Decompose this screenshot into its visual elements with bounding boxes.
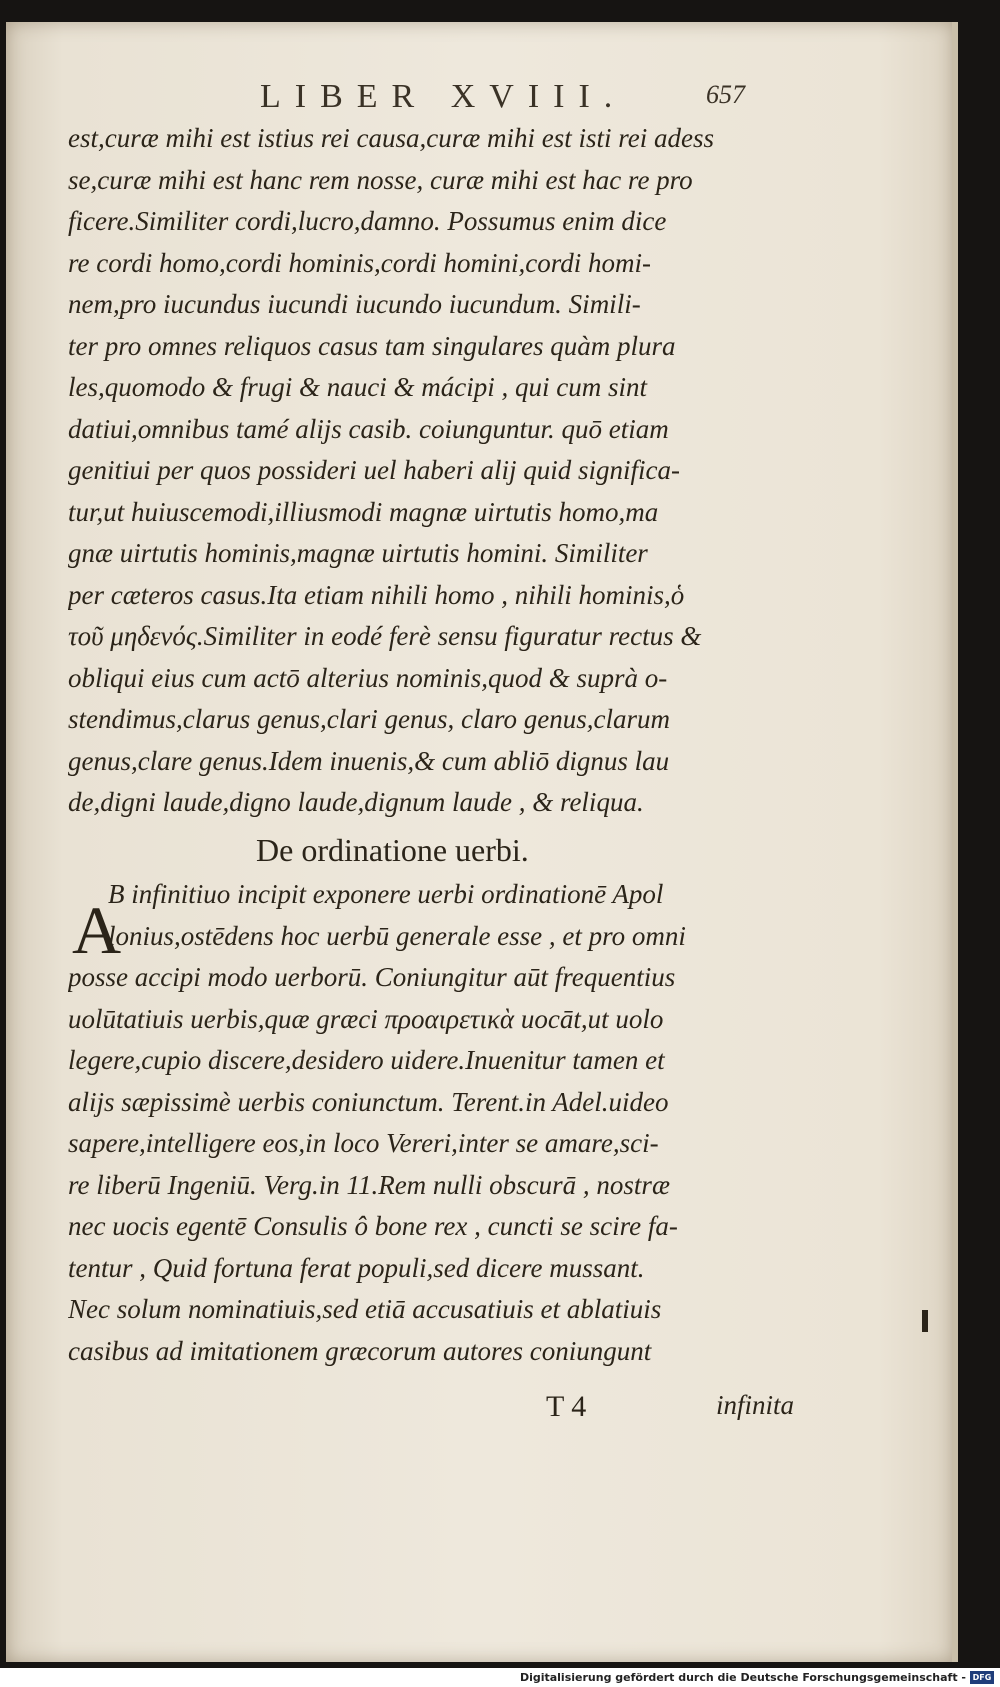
text-line: se,curæ mihi est hanc rem nosse, curæ mihi est hac re pro — [68, 164, 693, 195]
catchword: infinita — [716, 1390, 795, 1420]
running-head: LIBER XVIII. — [260, 78, 627, 115]
text-line: alijs sæpissimè uerbis coniunctum. Terent.in Adel.uideo — [68, 1086, 669, 1117]
text-line: nem,pro iucundus iucundi iucundo iucundum. Simili- — [68, 289, 641, 319]
body-text-block — [68, 118, 813, 824]
page-edge — [952, 22, 958, 1662]
text-line: genitiui per quos possideri uel haberi alij quid significa- — [68, 455, 680, 485]
text-line: tur,ut huiuscemodi,illiusmodi magnæ uirtutis homo,ma — [68, 496, 659, 527]
text-line: les,quomodo & frugi & nauci & mácipi , qui cum sint — [68, 372, 647, 402]
text-line: ficere.Similiter cordi,lucro,damno. Possumus enim dice — [68, 206, 667, 236]
text-line: datiui,omnibus tamé alijs casib. coiunguntur. quō etiam — [68, 413, 669, 444]
text-line: re cordi homo,cordi hominis,cordi homini,cordi homi- — [68, 247, 651, 278]
text-line: re liberū Ingeniū. Verg.in 11.Rem nulli obscurā , nostræ — [68, 1169, 670, 1200]
text-line: tentur , Quid fortuna ferat populi,sed dicere mussant. — [68, 1252, 645, 1283]
text-line: nec uocis egentē Consulis ô bone rex , cuncti se scire fa- — [68, 1211, 678, 1241]
text-line: Nec solum nominatiuis,sed etiā accusatiuis et ablatiuis — [68, 1294, 662, 1324]
text-line: per cæteros casus.Ita etiam nihili homo , nihili hominis,ὁ — [68, 579, 685, 610]
margin-mark — [922, 1310, 928, 1332]
signature-mark: T 4 — [546, 1390, 587, 1423]
text-line: B infinitiuo incipit exponere uerbi ordinationē Apol — [108, 879, 664, 909]
text-line: uolūtatiuis uerbis,quæ græci προαιρετικὰ uocāt,ut uolo — [68, 1003, 664, 1034]
text-line: obliqui eius cum actō alterius nominis,quod & suprà o- — [68, 662, 668, 693]
footer-credit: Digitalisierung gefördert durch die Deutsche Forschungsgemeinschaft - — [519, 1671, 966, 1684]
text-line: posse accipi modo uerborū. Coniungitur aūt frequentius — [68, 962, 676, 992]
section-text-block — [68, 874, 813, 1372]
text-line: ter pro omnes reliquos casus tam singulares quàm plura — [68, 330, 676, 361]
section-heading: De ordinatione uerbi. — [256, 832, 529, 868]
text-line: τοῦ μηδενός.Similiter in eodé ferè sensu figuratur rectus & — [68, 621, 702, 651]
text-line: genus,clare genus.Idem inuenis,& cum abliō dignus lau — [68, 745, 670, 776]
text-line: lonius,ostēdens hoc uerbū generale esse , et pro omni — [108, 920, 686, 951]
text-line: gnæ uirtutis hominis,magnæ uirtutis homini. Similiter — [68, 538, 648, 568]
text-line: de,digni laude,digno laude,dignum laude , & reliqua. — [68, 787, 644, 817]
drop-cap: A — [72, 892, 122, 968]
text-line: stendimus,clarus genus,clari genus, claro genus,clarum — [68, 704, 670, 734]
text-line: legere,cupio discere,desidero uidere.Inuenitur tamen et — [68, 1045, 665, 1075]
dfg-logo-icon: DFG — [970, 1671, 994, 1684]
page-number: 657 — [706, 80, 745, 109]
text-line: casibus ad imitationem græcorum autores coniungunt — [68, 1335, 652, 1366]
text-line: sapere,intelligere eos,in loco Vereri,inter se amare,sci- — [68, 1128, 659, 1158]
text-line: est,curæ mihi est istius rei causa,curæ mihi est isti rei adess — [68, 123, 714, 153]
